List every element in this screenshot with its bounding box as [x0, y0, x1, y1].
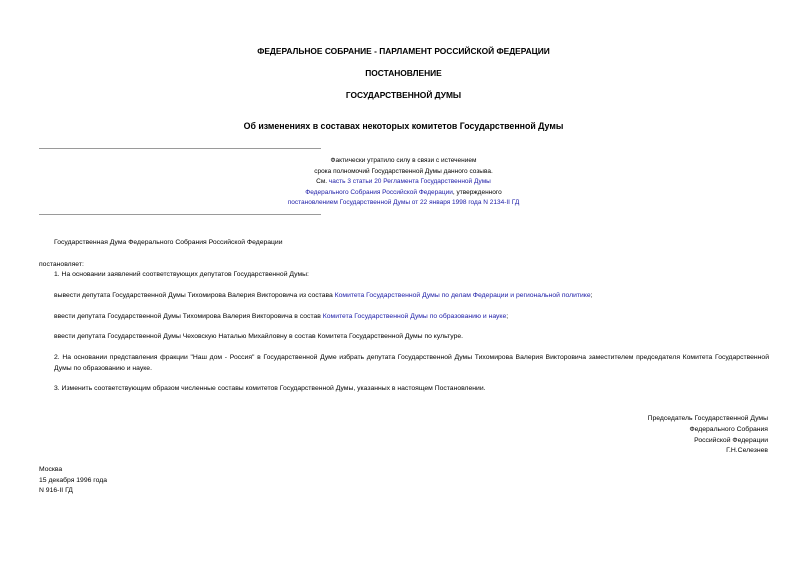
item-1c-paragraph: ввести депутата Государственной Думы Чеховскую Наталью Михайловну в состав Комитета Государственной Думы по культуре.: [54, 333, 464, 340]
intro-paragraph: Государственная Дума Федерального Собрания Российской Федерации: [54, 239, 283, 246]
place-city: Москва: [39, 466, 63, 473]
signature-block: [468, 414, 768, 457]
signature-position: Председатель Государственной Думы: [647, 415, 768, 422]
signature-assembly: Федерального Собрания: [689, 425, 768, 433]
link-duma-resolution[interactable]: постановлением Государственной Думы от 22 января 1998 года N 2134-II ГД: [287, 199, 520, 207]
divider-top: [39, 148, 321, 149]
item-1a-paragraph: [39, 291, 784, 302]
header-resolution: ПОСТАНОВЛЕНИЕ: [365, 68, 442, 78]
validity-note: [0, 156, 807, 209]
note-line-4: [0, 188, 807, 199]
divider-bottom: [39, 214, 321, 215]
header-state-duma: ГОСУДАРСТВЕННОЙ ДУМЫ: [345, 90, 462, 100]
note-line-2: срока полномочий Государственной Думы данного созыва.: [314, 167, 493, 175]
note-line-3: [0, 177, 807, 188]
item-1b-end: ;: [506, 313, 509, 320]
link-regulation-article[interactable]: часть 3 статьи 20 Регламента Государственной Думы: [328, 178, 491, 186]
note-line-1: Фактически утратило силу в связи с истечением: [330, 157, 477, 164]
header-parliament: ФЕДЕРАЛЬНОЕ СОБРАНИЕ - ПАРЛАМЕНТ РОССИЙСКОЙ ФЕДЕРАЦИИ: [257, 46, 550, 56]
item-1b-paragraph: [39, 312, 784, 323]
note-approved-suffix: , утвержденного: [452, 188, 502, 196]
signature-name: Г.Н.Селезнев: [726, 447, 768, 455]
document-number: N 916-II ГД: [39, 487, 73, 495]
item-1b-text: ввести депутата Государственной Думы Тихомирова Валерия Викторовича в состав: [54, 313, 323, 320]
item-3-paragraph: 3. Изменить соответствующим образом численные составы комитетов Государственной Думы, указанных в настоящем Постановлении.: [54, 385, 486, 392]
item-2-paragraph: 2. На основании представления фракции "Наш дом - Россия" в Государственной Думе избрать депутата Государственной Думы Тихомирова Валерия Викторовича заместителем председателя Комитета Государственной Думы по образованию и науке.: [54, 354, 769, 372]
document-date: 15 декабря 1996 года: [39, 476, 107, 484]
link-committee-federation[interactable]: Комитета Государственной Думы по делам Федерации и региональной политике: [334, 292, 591, 299]
document-title: Об изменениях в составах некоторых комитетов Государственной Думы: [243, 121, 564, 131]
resolves-paragraph: постановляет:: [39, 261, 84, 268]
link-committee-education[interactable]: Комитета Государственной Думы по образованию и науке: [322, 313, 507, 320]
item-1a-end: ;: [590, 292, 593, 299]
note-see-prefix: См.: [316, 178, 329, 186]
note-line-5: [0, 198, 807, 209]
link-federal-assembly[interactable]: Федерального Собрания Российской Федерации: [305, 188, 453, 196]
item-1-paragraph: 1. На основании заявлений соответствующих депутатов Государственной Думы:: [54, 271, 309, 278]
item-1a-text: вывести депутата Государственной Думы Тихомирова Валерия Викторовича из состава: [54, 292, 335, 299]
signature-country: Российской Федерации: [694, 436, 768, 444]
place-date-block: [39, 465, 239, 497]
